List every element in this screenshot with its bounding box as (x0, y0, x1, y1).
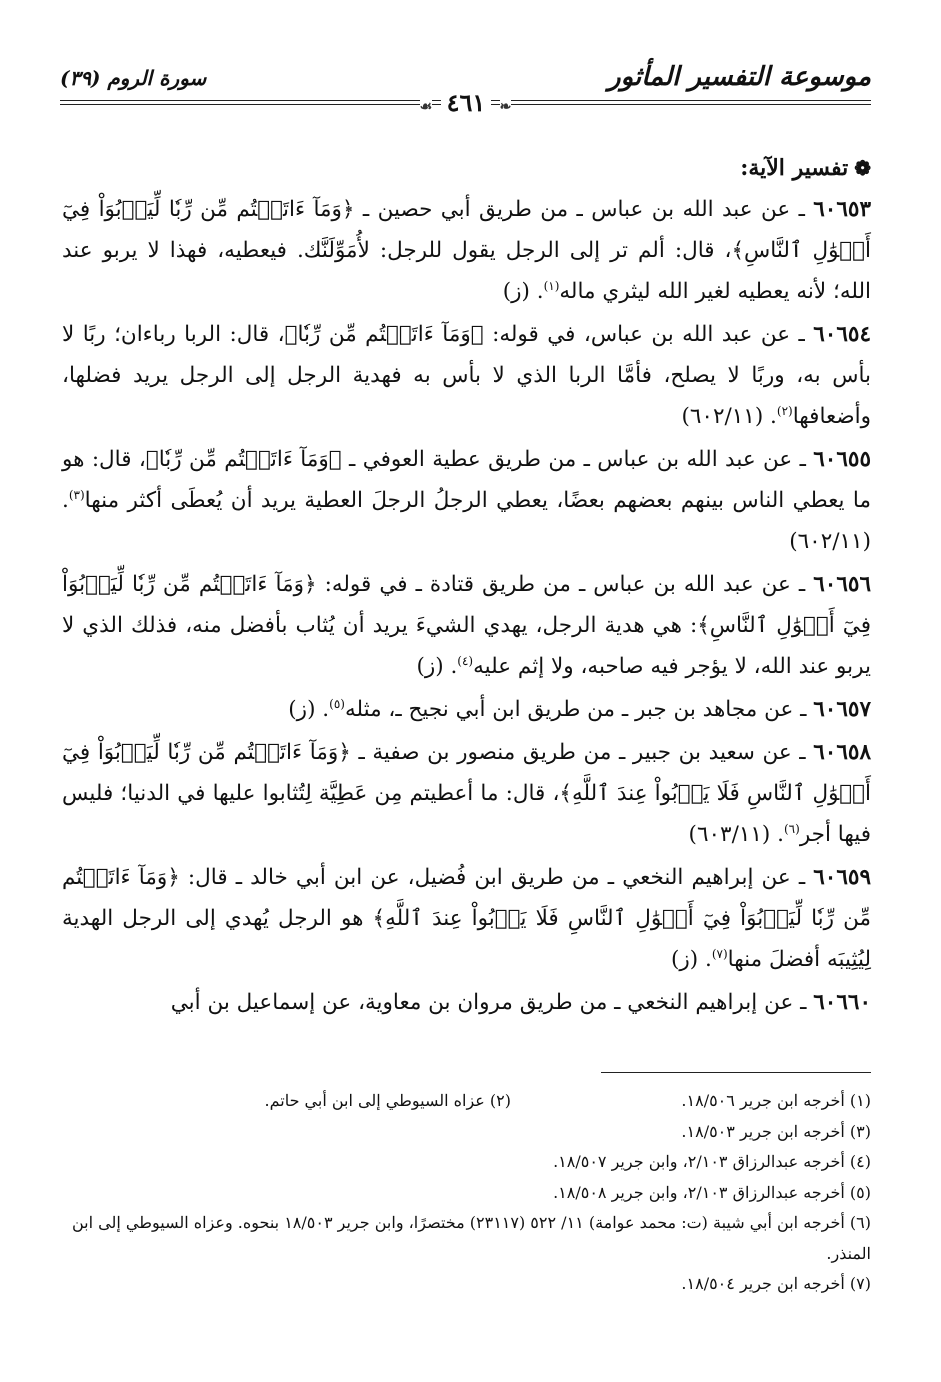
entry-text: ـ عن عبد الله بن عباس ـ من طريق عطية العوفي ـ ﴿وَمَآ ءَاتَيۡتُم مِّن رِّبٗا﴾، قال: هو ما يعطي الناس بينهم بعضهم بعضًا، يعطي الرجلُ الرجلَ العطية يريد أن يُعطَى أكثر منها (62, 447, 871, 513)
entry-text: ـ عن عبد الله بن عباس، في قوله: ﴿وَمَآ ءَاتَيۡتُم مِّن رِّبٗا﴾، قال: الربا رباءان؛ ربًا لا بأس به، وربًا لا يصلح، فأمَّا الربا الذي لا بأس به فهدية الرجل إلى الرجل يريد فضلها، وأضعافها (62, 322, 871, 429)
entry-number: ٦٠٦٥٧ (813, 697, 871, 722)
entry-number: ٦٠٦٦٠ (813, 990, 871, 1015)
footnotes (62, 1086, 871, 1300)
section-title: تفسير الآية: (740, 155, 849, 181)
footnote-ref[interactable]: (٣) (68, 487, 85, 502)
entry-text: ـ عن عبد الله بن عباس ـ من طريق قتادة ـ في قوله: ﴿وَمَآ ءَاتَيۡتُم مِّن رِّبٗا لِّيَرۡبُوَاْ فِيٓ أَمۡوَٰلِ ٱلنَّاسِ﴾: هي هدية الرجل، يهدي الشيءَ يريد أن يُثاب بأفضل منه، فذلك الذي لا يربو عند الله، لا يؤجر فيه صاحبه، ولا إثم عليه (62, 572, 871, 679)
entry-number: ٦٠٦٥٨ (813, 740, 871, 765)
entry-tail: . (٦٠٢/١١) (62, 488, 871, 554)
entry-text: ـ عن عبد الله بن عباس ـ من طريق أبي حصين ـ ﴿وَمَآ ءَاتَيۡتُم مِّن رِّبٗا لِّيَرۡبُوَاْ فِيٓ أَمۡوَٰلِ ٱلنَّاسِ﴾، قال: ألم تر إلى الرجل يقول للرجل: لأُمَوِّلَنَّك. فيعطيه، فهذا لا يربو عند الله؛ لأنه يعطيه لغير الله ليثري ماله (62, 197, 871, 304)
entry (62, 732, 871, 855)
flower-icon: ❁ (854, 156, 871, 180)
entry-number: ٦٠٦٥٤ (813, 322, 871, 347)
footnote-2: (٢) عزاه السيوطي إلى ابن أبي حاتم. (264, 1091, 511, 1110)
entry (62, 439, 871, 562)
entry (62, 189, 871, 312)
ornament-icon: ❧ (499, 99, 512, 115)
footnote-ref[interactable]: (٦) (783, 821, 800, 836)
footnote-rule (601, 1072, 871, 1073)
ornament-icon: ☙ (419, 99, 433, 115)
running-header (60, 62, 871, 117)
entry (62, 689, 871, 730)
footnote-1: (١) أخرجه ابن جرير ١٨/٥٠٦. (681, 1091, 871, 1110)
footnote-6: (٦) أخرجه ابن أبي شيبة (ت: محمد عوامة) ١١/ ٥٢٢ (٢٣١١٧) مختصرًا، وابن جرير ١٨/٥٠٣ بنحوه. وعزاه السيوطي إلى ابن المنذر. (72, 1213, 871, 1263)
entry (62, 564, 871, 687)
entry-text: ـ عن إبراهيم النخعي ـ من طريق مروان بن معاوية، عن إسماعيل بن أبي (170, 990, 814, 1015)
page-number-wrap (60, 88, 871, 117)
entry-tail: . (ز) (288, 697, 330, 722)
footnote-ref[interactable]: (٢) (776, 403, 793, 418)
footnote-ref[interactable]: (٤) (457, 653, 474, 668)
entry-number: ٦٠٦٥٥ (813, 447, 871, 472)
page-number: ٤٦١ (441, 88, 492, 117)
book-title: موسوعة التفسير المأثور (608, 62, 871, 92)
entry-number: ٦٠٦٥٦ (813, 572, 871, 597)
section-heading (62, 148, 871, 189)
entry (62, 314, 871, 437)
entry-number: ٦٠٦٥٣ (813, 197, 871, 222)
entry-tail: . (ز) (416, 654, 458, 679)
entry (62, 857, 871, 980)
footnote-ref[interactable]: (٧) (711, 946, 728, 961)
entry-tail: . (٦٠٣/١١) (688, 822, 784, 847)
main-text (62, 148, 871, 1025)
footnote-row (62, 1086, 871, 1117)
footnote-ref[interactable]: (٥) (329, 696, 345, 711)
entry-text: ـ عن مجاهد بن جبر ـ من طريق ابن أبي نجيح ـ، مثله (344, 697, 814, 722)
footnote-7: (٧) أخرجه ابن جرير ١٨/٥٠٤. (681, 1274, 871, 1293)
footnote-4: (٤) أخرجه عبدالرزاق ٢/١٠٣، وابن جرير ١٨/٥٠٧. (553, 1152, 871, 1171)
entry-tail: . (٦٠٢/١١) (681, 404, 777, 429)
entry-text: ـ عن سعيد بن جبير ـ من طريق منصور بن صفية ـ ﴿وَمَآ ءَاتَيۡتُم مِّن رِّبٗا لِّيَرۡبُوَاْ فِيٓ أَمۡوَٰلِ ٱلنَّاسِ فَلَا يَرۡبُواْ عِندَ ٱللَّهِ﴾، قال: ما أعطيتم مِن عَطِيَّة لِتُثابوا عليها في الدنيا؛ فليس فيها أجر (62, 740, 871, 847)
entry-number: ٦٠٦٥٩ (813, 865, 871, 890)
footnote-3: (٣) أخرجه ابن جرير ١٨/٥٠٣. (681, 1121, 871, 1141)
entry (62, 982, 871, 1023)
footnote-ref[interactable]: (١) (543, 278, 560, 293)
entry-tail: . (ز) (502, 279, 544, 304)
entry-text: ـ عن إبراهيم النخعي ـ من طريق ابن فُضيل، عن ابن أبي خالد ـ قال: ﴿وَمَآ ءَاتَيۡتُم مِّن رِّبٗا لِّيَرۡبُوَاْ فِيٓ أَمۡوَٰلِ ٱلنَّاسِ فَلَا يَرۡبُواْ عِندَ ٱللَّهِ﴾ هو الرجل يُهدي إلى الرجل الهدية لِيُثِيبَه أفضلَ منها (62, 865, 871, 972)
footnote-5: (٥) أخرجه عبدالرزاق ٢/١٠٣، وابن جرير ١٨/٥٠٨. (553, 1182, 871, 1202)
surah-label: سورة الروم (٣٩) (60, 66, 207, 90)
entry-tail: . (ز) (671, 947, 712, 972)
